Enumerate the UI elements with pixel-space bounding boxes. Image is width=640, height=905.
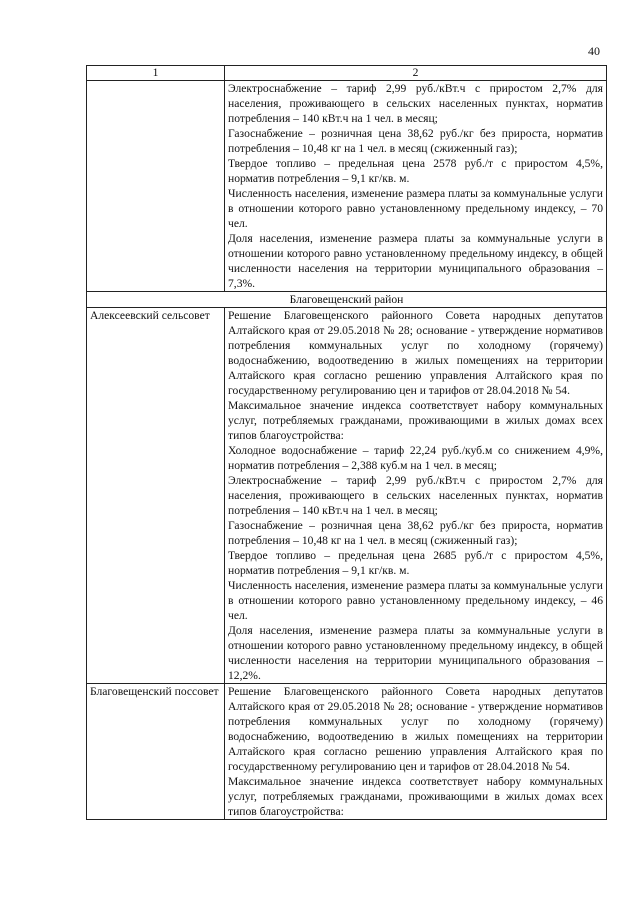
municipality-label: Благовещенский поссовет bbox=[90, 685, 219, 698]
section-title: Благовещенский район bbox=[87, 292, 607, 308]
paragraph: Максимальное значение индекса соответствует набору коммунальных услуг, потребляемых гражданами, проживающими в жилых домах всех типов благоустройства: bbox=[228, 775, 603, 818]
details-cell bbox=[225, 308, 607, 684]
municipality-name bbox=[87, 684, 225, 820]
table-header-row bbox=[87, 66, 607, 81]
paragraph: Твердое топливо – предельная цена 2578 руб./т с приростом 4,5%, норматив потребления – 9,1 кг/кв. м. bbox=[228, 157, 603, 185]
paragraph: Холодное водоснабжение – тариф 22,24 руб./куб.м со снижением 4,9%, норматив потребления – 2,388 куб.м на 1 чел. в месяц; bbox=[228, 444, 603, 472]
paragraph: Доля населения, изменение размера платы за коммунальные услуги в отношении которого равно установленному предельному индексу, в общей численности населения на территории муниципального образования – 7,3%. bbox=[228, 232, 603, 290]
table-row-continued bbox=[87, 81, 607, 292]
paragraph: Электроснабжение – тариф 2,99 руб./кВт.ч с приростом 2,7% для населения, проживающего в сельских населенных пунктах, норматив потребления – 140 кВт.ч на 1 чел. в месяц; bbox=[228, 82, 603, 125]
details-cell bbox=[225, 81, 607, 292]
page-number: 40 bbox=[588, 44, 600, 58]
section-row bbox=[87, 292, 607, 308]
column-header-2: 2 bbox=[225, 66, 607, 81]
column-header-1: 1 bbox=[87, 66, 225, 81]
municipality-cell-empty bbox=[87, 81, 225, 292]
paragraph: Решение Благовещенского районного Совета народных депутатов Алтайского края от 29.05.2018 № 28; основание - утверждение нормативов потребления коммунальных услуг по холодному (горячему) водоснабжению, водоотведению в жилых помещениях на территории Алтайского края согласно решению управления Алтайского края по государственному регулированию цен и тарифов от 28.04.2018 № 54. bbox=[228, 309, 603, 397]
paragraph: Газоснабжение – розничная цена 38,62 руб./кг без прироста, норматив потребления – 10,48 кг на 1 чел. в месяц (сжиженный газ); bbox=[228, 127, 603, 155]
paragraph: Электроснабжение – тариф 2,99 руб./кВт.ч с приростом 2,7% для населения, проживающего в сельских населенных пунктах, норматив потребления – 140 кВт.ч на 1 чел. в месяц; bbox=[228, 474, 603, 517]
paragraph: Численность населения, изменение размера платы за коммунальные услуги в отношении которого равно установленному предельному индексу, – 46 чел. bbox=[228, 579, 603, 622]
paragraph: Максимальное значение индекса соответствует набору коммунальных услуг, потребляемых гражданами, проживающими в жилых домах всех типов благоустройства: bbox=[228, 399, 603, 442]
paragraph: Доля населения, изменение размера платы за коммунальные услуги в отношении которого равно установленному предельному индексу, в общей численности населения на территории муниципального образования – 12,2%. bbox=[228, 624, 603, 682]
paragraph: Решение Благовещенского районного Совета народных депутатов Алтайского края от 29.05.2018 № 28; основание - утверждение нормативов потребления коммунальных услуг по холодному (горячему) водоснабжению, водоотведению в жилых помещениях на территории Алтайского края согласно решению управления Алтайского края по государственному регулированию цен и тарифов от 28.04.2018 № 54. bbox=[228, 685, 603, 773]
municipality-name bbox=[87, 308, 225, 684]
paragraph: Твердое топливо – предельная цена 2685 руб./т с приростом 4,5%, норматив потребления – 9,1 кг/кв. м. bbox=[228, 549, 603, 577]
paragraph: Численность населения, изменение размера платы за коммунальные услуги в отношении которого равно установленному предельному индексу, – 70 чел. bbox=[228, 187, 603, 230]
tariff-table bbox=[86, 65, 607, 820]
municipality-label: Алексеевский сельсовет bbox=[90, 309, 210, 322]
table-row bbox=[87, 684, 607, 820]
details-cell bbox=[225, 684, 607, 820]
table-row bbox=[87, 308, 607, 684]
paragraph: Газоснабжение – розничная цена 38,62 руб./кг без прироста, норматив потребления – 10,48 кг на 1 чел. в месяц (сжиженный газ); bbox=[228, 519, 603, 547]
